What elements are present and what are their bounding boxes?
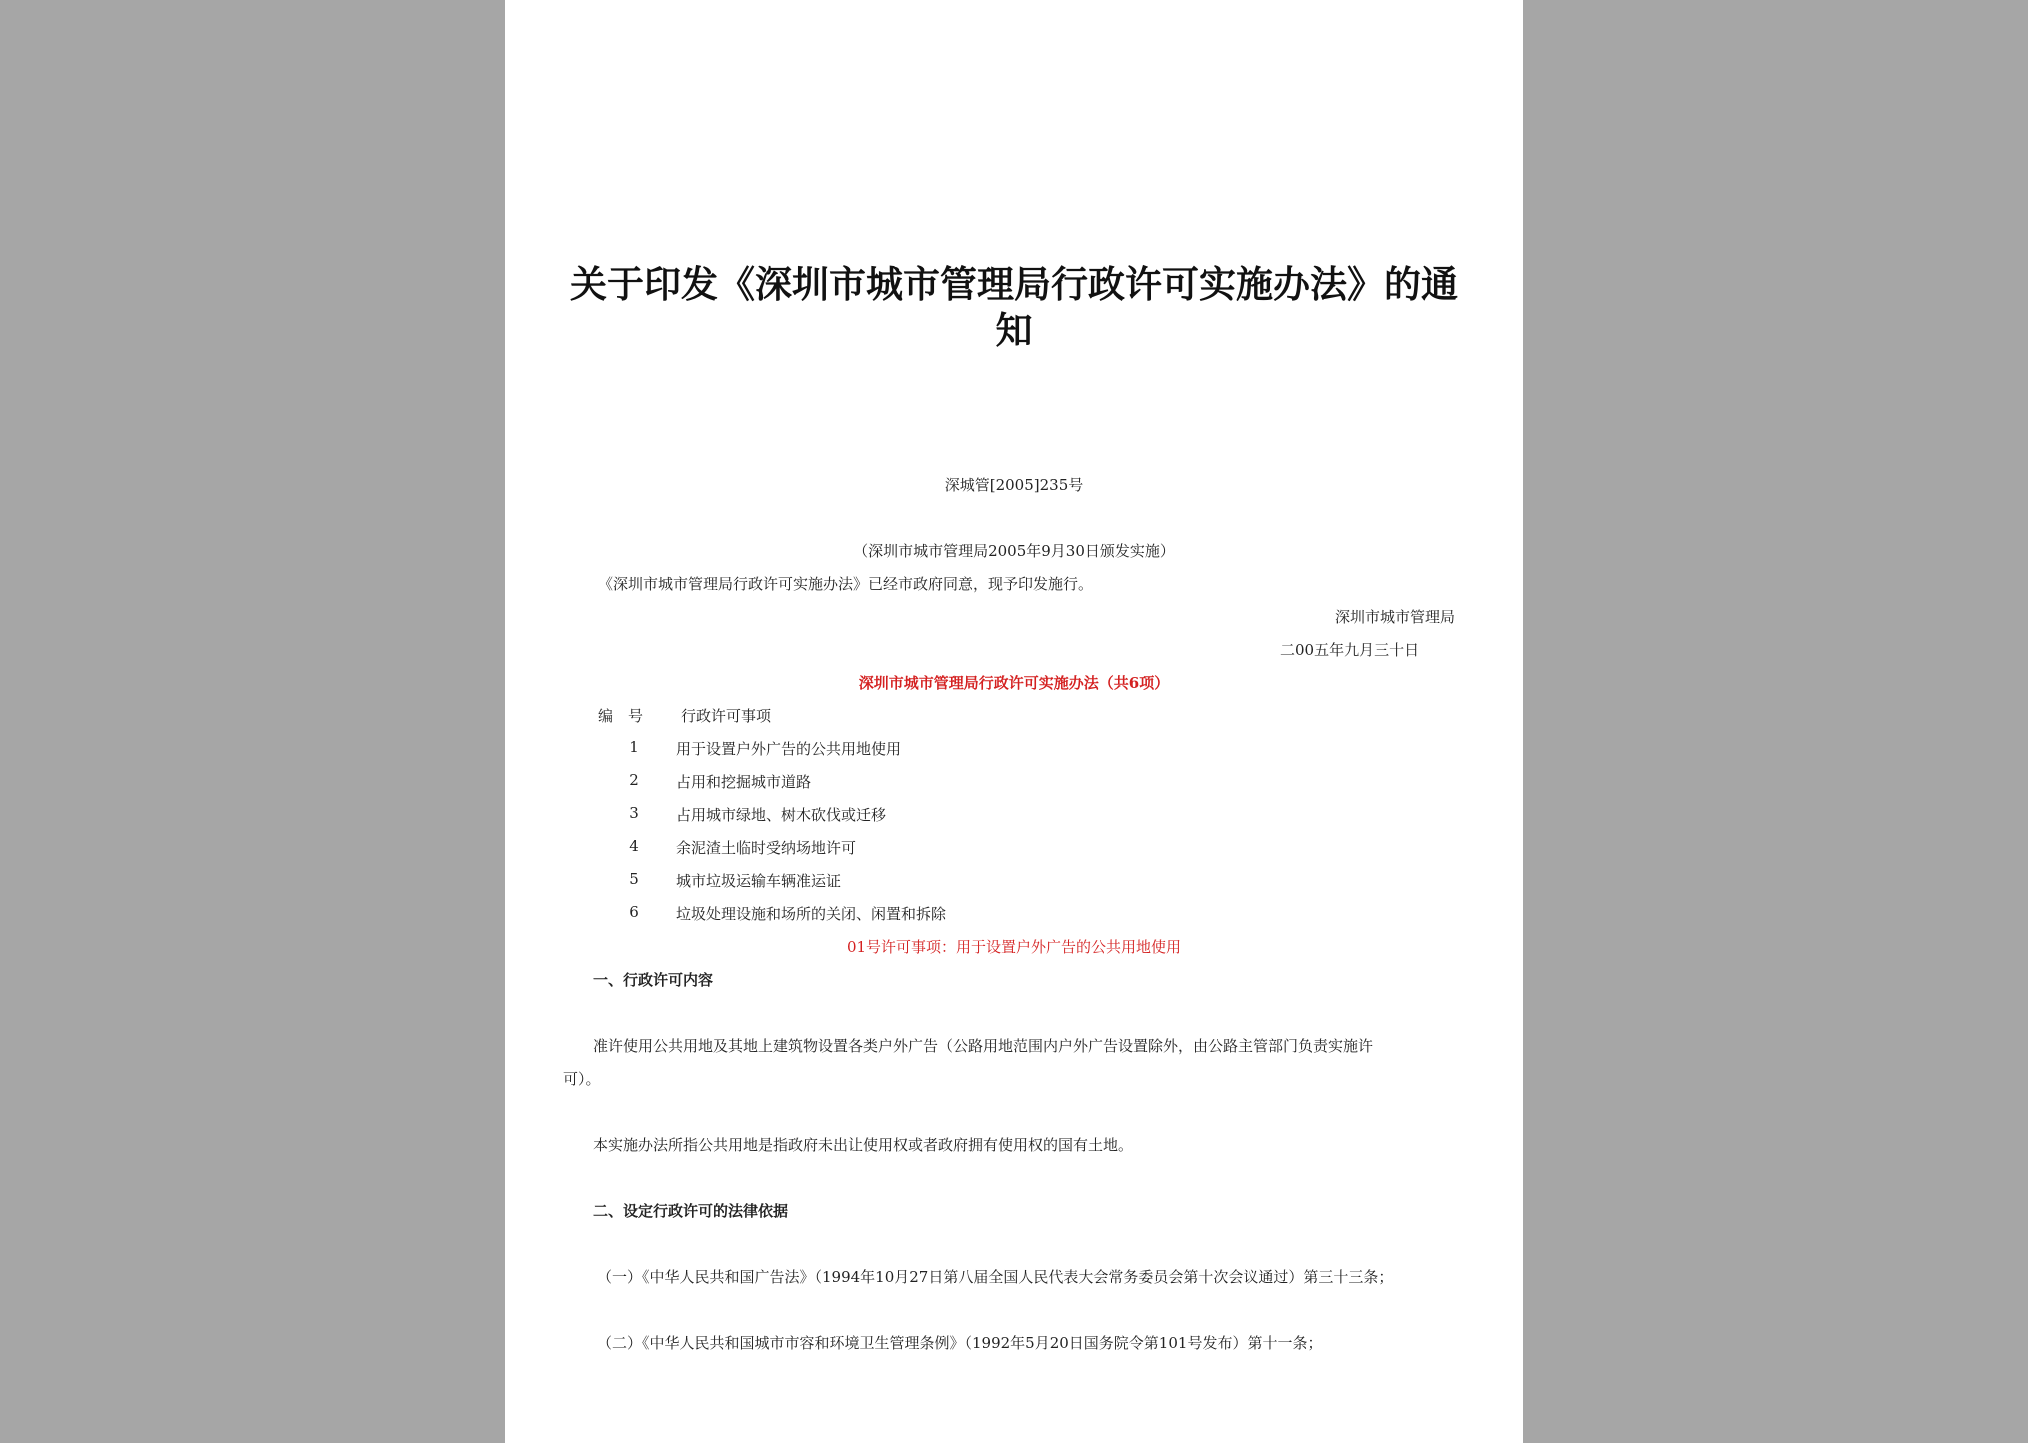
signature-date: 二00五年九月三十日 <box>1280 641 1420 659</box>
section1-para2: 本实施办法所指公共用地是指政府未出让使用权或者政府拥有使用权的国有土地。 <box>593 1136 1134 1154</box>
document-page <box>505 0 1523 1443</box>
item-text: 用于设置户外广告的公共用地使用 <box>676 740 902 758</box>
item-number: 4 <box>629 837 639 855</box>
table-header-number: 编 号 <box>598 707 644 725</box>
item-text: 余泥渣土临时受纳场地许可 <box>676 839 857 857</box>
document-title-line1: 关于印发《深圳市城市管理局行政许可实施办法》的通 <box>570 262 1458 306</box>
item-number: 3 <box>629 804 639 822</box>
section1-para1-line2: 可）。 <box>563 1070 601 1088</box>
section1-para1-line1: 准许使用公共用地及其地上建筑物设置各类户外广告（公路用地范围内户外广告设置除外，由公路主管部门负责实施许 <box>593 1037 1374 1055</box>
item-number: 1 <box>629 738 639 756</box>
item-text: 占用和挖掘城市道路 <box>676 773 812 791</box>
document-title-line2: 知 <box>995 308 1033 352</box>
section2-item1: （一）《中华人民共和国广告法》（1994年10月27日第八届全国人民代表大会常务委员会第十次会议通过）第三十三条； <box>597 1268 1394 1286</box>
item-text: 占用城市绿地、树木砍伐或迁移 <box>676 806 887 824</box>
list-heading: 深圳市城市管理局行政许可实施办法（共6项） <box>858 674 1170 692</box>
signature-org: 深圳市城市管理局 <box>1335 608 1456 626</box>
section2-item2: （二）《中华人民共和国城市市容和环境卫生管理条例》（1992年5月20日国务院令第101号发布）第十一条； <box>597 1334 1323 1352</box>
item-text: 城市垃圾运输车辆准运证 <box>676 872 842 890</box>
section2-title: 二、设定行政许可的法律依据 <box>593 1202 789 1220</box>
item01-heading: 01号许可事项：用于设置户外广告的公共用地使用 <box>846 938 1182 956</box>
item-number: 6 <box>629 903 639 921</box>
table-header-item: 行政许可事项 <box>681 707 772 725</box>
intro-text: 《深圳市城市管理局行政许可实施办法》已经市政府同意，现予印发施行。 <box>598 575 1094 593</box>
item-number: 5 <box>629 870 639 888</box>
issued-note: （深圳市城市管理局2005年9月30日颁发实施） <box>853 542 1175 560</box>
section1-title: 一、行政许可内容 <box>593 971 714 989</box>
document-number: 深城管[2005]235号 <box>944 476 1084 494</box>
item-number: 2 <box>629 771 639 789</box>
item-text: 垃圾处理设施和场所的关闭、闲置和拆除 <box>676 905 947 923</box>
